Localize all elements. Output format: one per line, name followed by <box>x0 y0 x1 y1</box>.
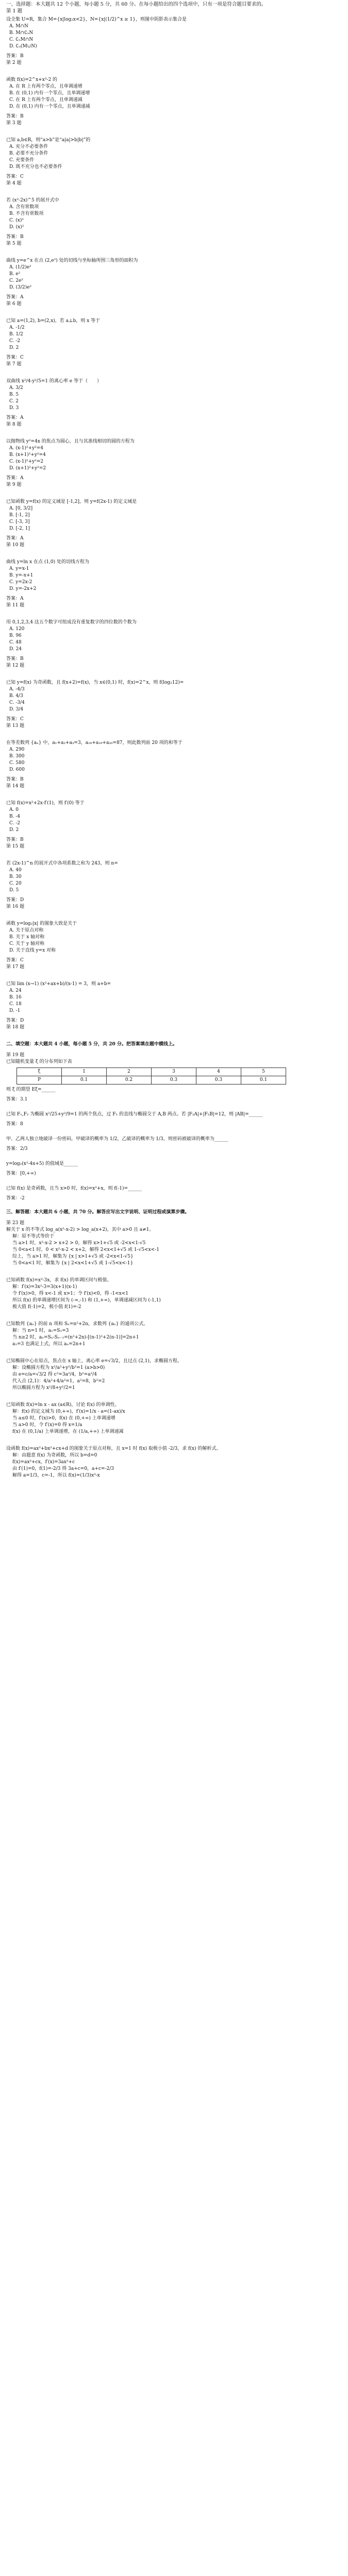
answer-line: 答案：B <box>6 114 24 119</box>
answer-line: 答案：C <box>6 174 24 179</box>
answer-line: 答案：B <box>6 54 24 59</box>
question-label: 第 18 题 <box>6 1025 25 1030</box>
answer-option: B. 不含有常数项 <box>9 211 44 216</box>
answer-option: C. 18 <box>9 1002 22 1007</box>
solution-block <box>6 1321 342 1348</box>
question-block <box>6 438 342 488</box>
table-row <box>17 1068 286 1076</box>
question-block <box>6 860 342 910</box>
question-stem: 用 0,1,2,3,4 这五个数字可组成没有重复数字的四位数的个数为 <box>6 620 137 625</box>
question-stem: 已知 lim (x→1) (x²+ax+b)/(x-1) = 3，则 a+b= <box>6 981 111 987</box>
question-label: 第 3 题 <box>6 121 22 126</box>
answer-option: B. [-1, 2] <box>9 513 30 518</box>
solution-line: 解：由题意 f(x) 为奇函数，所以 b=d=0 <box>12 1453 97 1458</box>
answer-option: D. (x)² <box>9 225 24 230</box>
table-row <box>17 1076 286 1084</box>
table-cell: 0.2 <box>107 1076 152 1084</box>
table-cell: 3 <box>152 1068 196 1076</box>
solution-line: 解：f′(x)=3x²-3=3(x+1)(x-1) <box>12 1284 77 1290</box>
answer-option: A. -4/3 <box>9 687 25 692</box>
question-stem: 设函数 f(x)=ax³+bx²+cx+d 的图象关于原点对称，且 x=1 时 f(x) 取极小值 -2/3，求 f(x) 的解析式。 <box>6 1446 221 1451</box>
answer-option: C. [-3, 3] <box>9 519 30 524</box>
question-stem: 已知 f(x)=x²+2x·f′(1)，则 f′(0) 等于 <box>6 801 85 806</box>
answer-option: A. 含有常数项 <box>9 205 39 210</box>
answer-line: 答案：C <box>6 717 24 722</box>
answer-option: C. 2e² <box>9 278 23 283</box>
solution-line: 当 a>1 时，x²-x-2 > x+2 > 0，解得 x>1+√5 或 -2<x<1-√5 <box>12 1241 146 1246</box>
answer-option: A. (1/2)e² <box>9 265 31 270</box>
question-block <box>6 740 342 790</box>
answer-line: 答案：D <box>6 897 24 903</box>
solution-line: 当 a>0 时，令 f′(x)=0 得 x=1/a <box>12 1422 82 1428</box>
question-stem: 已知数列 {aₙ} 的前 n 项和 Sₙ=n²+2n，求数列 {aₙ} 的通项公式。 <box>6 1321 148 1327</box>
table-cell: P <box>17 1076 62 1084</box>
question-label: 第 8 题 <box>6 422 22 427</box>
question-stem: 在等差数列 {aₙ} 中，a₁+a₂+a₃=3，a₁₈+a₁₉+a₂₀=87，则此数列前 20 项的和等于 <box>6 740 183 745</box>
table-cell: 0.3 <box>196 1076 241 1084</box>
question-stem: 已知 F₁,F₂ 为椭圆 x²/25+y²/9=1 的两个焦点，过 F₁ 的直线与椭圆交于 A,B 两点。若 |F₂A|+|F₂B|=12，则 |AB|=______ <box>6 1112 263 1117</box>
question-label: 第 6 题 <box>6 301 22 307</box>
solution-line: 代入点 (2,1)：4/a²+4/a²=1，a²=8，b²=2 <box>12 1379 105 1384</box>
solution-block <box>6 1446 342 1479</box>
answer-line: 答案：A <box>6 476 24 481</box>
question-label: 第 7 题 <box>6 362 22 367</box>
table-cell: 0.1 <box>241 1076 286 1084</box>
question-label: 第 12 题 <box>6 663 25 668</box>
answer-line: 答案：3.1 <box>6 1097 28 1102</box>
answer-option: C. ∁ᵤM∩N <box>9 37 34 42</box>
solution-line: f(x) 在 (0,1/a) 上单调递增，在 (1/a,+∞) 上单调递减 <box>12 1429 124 1434</box>
question-block <box>6 800 342 850</box>
question-block <box>6 318 342 368</box>
solution-line: 极大值 f(-1)=2，极小值 f(1)=-2 <box>12 1304 81 1310</box>
answer-option: C. y=2x-2 <box>9 580 32 585</box>
answer-option: A. 40 <box>9 868 22 873</box>
solution-line: 当 n≥2 时，aₙ=Sₙ-Sₙ₋₁=(n²+2n)-[(n-1)²+2(n-1)]=2n+1 <box>12 1335 139 1340</box>
section-two-heading: 二、填空题：本大题共 4 小题，每小题 5 分，共 20 分。把答案填在题中横线上。 <box>6 1042 177 1047</box>
answer-option: B. e² <box>9 272 21 277</box>
answer-option: C. 充要条件 <box>9 158 35 163</box>
question-block <box>6 197 342 247</box>
question-stem: 解关于 x 的不等式 log_a(x²-x-2) > log_a(x+2)，其中 a>0 且 a≠1。 <box>6 1227 154 1232</box>
solution-line: 当 0<a<1 时，解集为 {x | 2<x<1+√5 或 1-√5<x<-1} <box>12 1261 134 1266</box>
question-stem: 已知 a,b∈R，则“a>b”是“a|a|>b|b|”的 <box>6 138 91 143</box>
answer-option: D. 2 <box>9 827 19 833</box>
question-stem: 已知函数 f(x)=ln x - ax (a∈R)，讨论 f(x) 的单调性。 <box>6 1402 120 1408</box>
answer-option: A. 关于原点对称 <box>9 928 44 933</box>
solution-block <box>6 1227 342 1267</box>
answer-option: B. 必要不充分条件 <box>9 151 48 156</box>
answer-line: 答案：8 <box>6 1122 23 1127</box>
answer-option: C. 20 <box>9 881 22 886</box>
answer-line: 答案：-2 <box>6 1196 25 1201</box>
answer-option: B. 96 <box>9 633 22 638</box>
answer-option: D. (3/2)e² <box>9 285 32 290</box>
question-label: 第 14 题 <box>6 784 25 789</box>
question-stem: y=log₂(x²-4x+5) 的值域是______ <box>6 1161 78 1166</box>
answer-option: B. M∩∁ᵤN <box>9 30 34 36</box>
answer-option: D. [-2, 1] <box>9 526 30 531</box>
answer-option: A. 3/2 <box>9 385 23 391</box>
answer-option: D. 3/4 <box>9 707 24 712</box>
answer-option: D. ∁ᵤ(M∪N) <box>9 44 37 49</box>
answer-option: D. 24 <box>9 647 22 652</box>
answer-option: B. 30 <box>9 874 22 879</box>
answer-option: C. 关于 y 轴对称 <box>9 941 45 946</box>
answer-line: 答案：A <box>6 295 24 300</box>
solution-line: 所以 f(x) 的单调递增区间为 (-∞,-1) 和 (1,+∞)，单调递减区间为 (-1,1) <box>12 1298 161 1303</box>
answer-option: A. 24 <box>9 988 22 993</box>
question-block <box>6 921 342 971</box>
question-label: 第 10 题 <box>6 543 25 548</box>
document <box>0 1 348 2576</box>
question-stem: 已知椭圆中心在原点，焦点在 x 轴上，离心率 e=√3/2，且过点 (2,1)，求椭圆方程。 <box>6 1359 182 1364</box>
answer-option: A. 充分不必要条件 <box>9 144 48 149</box>
answer-line: 答案：C <box>6 355 24 360</box>
answer-option: D. 5 <box>9 888 19 893</box>
question-stem: 若 (x²-2x)^5 的展开式中 <box>6 198 59 203</box>
answer-option: A. (x-1)²+y²=4 <box>9 446 44 451</box>
question-block <box>6 499 342 549</box>
solution-block <box>6 1277 342 1311</box>
answer-line: 答案：[0,+∞) <box>6 1171 36 1176</box>
table-cell: 1 <box>62 1068 107 1076</box>
answer-line: 答案：C <box>6 958 24 963</box>
answer-line: 答案：B <box>6 777 24 782</box>
question-stem: 若 (2x-1)^n 的展开式中各项系数之和为 243，则 n= <box>6 861 118 866</box>
question-label: 第 4 题 <box>6 181 22 186</box>
answer-line: 答案：A <box>6 415 24 420</box>
solution-line: 解：当 n=1 时，a₁=S₁=3 <box>12 1328 69 1333</box>
section-one-heading: 一、选择题：本大题共 12 个小题，每小题 5 分，共 60 分。在每小题给出的四个选项中，只有一项是符合题目要求的。 <box>6 2 267 7</box>
question-stem: 已知 y=f(x) 为奇函数，且 f(x+2)=f(x)，当 x∈(0,1) 时，f(x)=2^x，则 f(log₂12)= <box>6 680 184 685</box>
question-stem: 以抛物线 y²=4x 的焦点为圆心，且与其准线相切的圆的方程为 <box>6 439 135 444</box>
question-label: 第 19 题 <box>6 1053 25 1058</box>
question-stem: 曲线 y=ln x 在点 (1,0) 处的切线方程为 <box>6 560 90 565</box>
solution-line: a₁=3 也满足上式，所以 aₙ=2n+1 <box>12 1342 86 1347</box>
question-stem: 已知函数 y=f(x) 的定义域是 [-1,2]，则 y=f(2x-1) 的定义域是 <box>6 499 137 504</box>
question-block <box>6 378 342 428</box>
distribution-table <box>16 1067 286 1084</box>
question-label: 第 11 题 <box>6 603 25 608</box>
solution-line: 令 f′(x)>0，得 x<-1 或 x>1；令 f′(x)<0，得 -1<x<1 <box>12 1291 129 1296</box>
answer-option: C. 在 R 上有两个零点，且单调递减 <box>9 97 82 103</box>
table-cell: ξ <box>17 1068 62 1076</box>
answer-option: B. 1/2 <box>9 332 23 337</box>
solution-line: 所以椭圆方程为 x²/8+y²/2=1 <box>12 1385 75 1391</box>
answer-option: A. -1/2 <box>9 325 25 330</box>
answer-option: D. 600 <box>9 767 25 772</box>
table-cell: 0.1 <box>62 1076 107 1084</box>
question-block <box>6 137 342 187</box>
question-stem: 已知 f(x) 是奇函数，且当 x>0 时，f(x)=x²+x，则 f(-1)=______ <box>6 1186 142 1191</box>
answer-option: D. 在 (0,1) 内有一个零点，且单调递减 <box>9 104 90 109</box>
answer-option: A. 在 R 上有两个零点，且单调递增 <box>9 84 82 89</box>
answer-option: C. (x-1)²+y²=2 <box>9 459 44 464</box>
answer-option: A. 0 <box>9 807 19 812</box>
solution-block <box>6 1402 342 1435</box>
answer-option: C. (x)² <box>9 218 24 223</box>
answer-option: D. y=-2x+2 <box>9 586 37 591</box>
solution-line: 解得 a=1/3，c=-1，所以 f(x)=(1/3)x³-x <box>12 1473 100 1478</box>
answer-line: 答案：2/3 <box>6 1146 28 1151</box>
answer-option: C. 580 <box>9 760 25 766</box>
answer-option: A. 120 <box>9 626 25 632</box>
first-question-label: 第 1 题 <box>6 8 23 14</box>
question-stem: 函数 f(x)=2^x+x³-2 的 <box>6 77 58 82</box>
question-block <box>6 619 342 669</box>
question-block <box>6 559 342 609</box>
question-label: 第 15 题 <box>6 844 25 849</box>
answer-option: B. 5 <box>9 392 19 397</box>
answer-option: D. (x+1)²+y²=2 <box>9 466 46 471</box>
answer-option: A. M∩N <box>9 24 28 29</box>
answer-line: 答案：B <box>6 656 24 662</box>
table-cell: 5 <box>241 1068 286 1076</box>
question-stem: 则 ξ 的期望 Eξ=______ <box>6 1087 56 1092</box>
question-label: 第 23 题 <box>6 1221 25 1226</box>
answer-option: D. 关于直线 y=x 对称 <box>9 948 56 953</box>
solution-line: 解：原不等式等价于 <box>12 1234 55 1239</box>
answer-option: C. -2 <box>9 338 21 344</box>
answer-option: C. -2 <box>9 821 21 826</box>
solution-line: 由 e=c/a=√3/2 得 c²=3a²/4，b²=a²/4 <box>12 1372 97 1377</box>
question-stem: 已知函数 f(x)=x³-3x，求 f(x) 的单调区间与极值。 <box>6 1278 112 1283</box>
answer-option: B. 300 <box>9 754 25 759</box>
answer-option: B. 关于 x 轴对称 <box>9 935 45 940</box>
question-block <box>6 981 342 1031</box>
solution-line: 综上，当 a>1 时，解集为 {x | x>1+√5 或 -2<x<1-√5} <box>12 1254 134 1259</box>
answer-option: D. 既不充分也不必要条件 <box>9 164 62 170</box>
question-label: 第 17 题 <box>6 964 25 970</box>
answer-option: B. (x+1)²+y²=4 <box>9 452 46 457</box>
question-block <box>6 77 342 127</box>
solution-line: 由 f′(1)=0，f(1)=-2/3 得 3a+c=0，a+c=-2/3 <box>12 1466 114 1471</box>
question-label: 第 16 题 <box>6 904 25 909</box>
table-cell: 0.3 <box>152 1076 196 1084</box>
solution-line: 当 0<a<1 时，0 < x²-x-2 < x+2，解得 2<x<1+√5 或 1-√5<x<-1 <box>12 1247 159 1252</box>
section-three-heading: 三、解答题：本大题共 6 小题，共 70 分。解答应写出文字说明、证明过程或演算步骤。 <box>6 1210 190 1215</box>
answer-option: D. 2 <box>9 345 19 350</box>
question-stem: 已知随机变量 ξ 的分布列如下表 <box>6 1059 72 1064</box>
answer-option: B. 16 <box>9 995 22 1000</box>
solution-line: 解：f(x) 的定义域为 (0,+∞)，f′(x)=1/x - a=(1-ax)/x <box>12 1409 125 1414</box>
question-stem: 双曲线 x²/4-y²/5=1 的离心率 e 等于（ ） <box>6 379 102 384</box>
answer-option: C. -3/4 <box>9 700 25 705</box>
solution-line: 解：设椭圆方程为 x²/a²+y²/b²=1 (a>b>0) <box>12 1365 105 1370</box>
answer-option: B. y=-x+1 <box>9 573 34 578</box>
answer-line: 答案：B <box>6 234 24 240</box>
answer-line: 答案：B <box>6 837 24 842</box>
table-cell: 4 <box>196 1068 241 1076</box>
question-block <box>6 16 342 66</box>
question-label: 第 9 题 <box>6 482 22 487</box>
answer-option: A. y=x-1 <box>9 566 29 571</box>
question-stem: 已知 a=(1,2), b=(2,x)，若 a⊥b，则 x 等于 <box>6 318 101 324</box>
answer-option: C. 2 <box>9 399 19 404</box>
answer-line: 答案：A <box>6 596 24 601</box>
question-stem: 甲、乙两人独立地破译一份密码，甲破译的概率为 1/2，乙破译的概率为 1/3，则密码被破译的概率为______ <box>6 1137 228 1142</box>
answer-option: B. 在 (0,1) 内有一个零点，且单调递增 <box>9 91 90 96</box>
answer-line: 答案：D <box>6 1018 24 1023</box>
question-block <box>6 258 342 308</box>
question-stem: 曲线 y=e^x 在点 (2,e²) 处的切线与坐标轴所围三角形的面积为 <box>6 258 138 263</box>
table-cell: 2 <box>107 1068 152 1076</box>
answer-option: A. 290 <box>9 747 25 752</box>
answer-option: D. -1 <box>9 1008 21 1013</box>
question-label: 第 2 题 <box>6 60 22 65</box>
question-label: 第 5 题 <box>6 241 22 246</box>
question-label: 第 13 题 <box>6 723 25 728</box>
multiple-choice-list <box>6 16 342 1031</box>
answer-option: D. 3 <box>9 405 19 411</box>
answer-option: C. 48 <box>9 640 22 645</box>
question-stem: 函数 y=log₂|x| 的图象大致是关于 <box>6 921 77 926</box>
answer-option: B. -4 <box>9 814 21 819</box>
answer-line: 答案：A <box>6 536 24 541</box>
question-block <box>6 680 342 730</box>
solution-list <box>6 1227 342 1479</box>
document-header <box>6 1 342 14</box>
solution-line: f(x)=ax³+cx，f′(x)=3ax²+c <box>12 1460 75 1465</box>
solution-line: 当 a≤0 时，f′(x)>0，f(x) 在 (0,+∞) 上单调递增 <box>12 1416 115 1421</box>
solution-block <box>6 1358 342 1392</box>
question-stem: 设全集 U=R，集合 M={x|log₂x<2}，N={x|(1/2)^x ≥ 1}，则图中阴影表示集合是 <box>6 17 187 22</box>
answer-option: B. 4/3 <box>9 693 23 699</box>
answer-option: A. [0, 3/2] <box>9 506 33 511</box>
